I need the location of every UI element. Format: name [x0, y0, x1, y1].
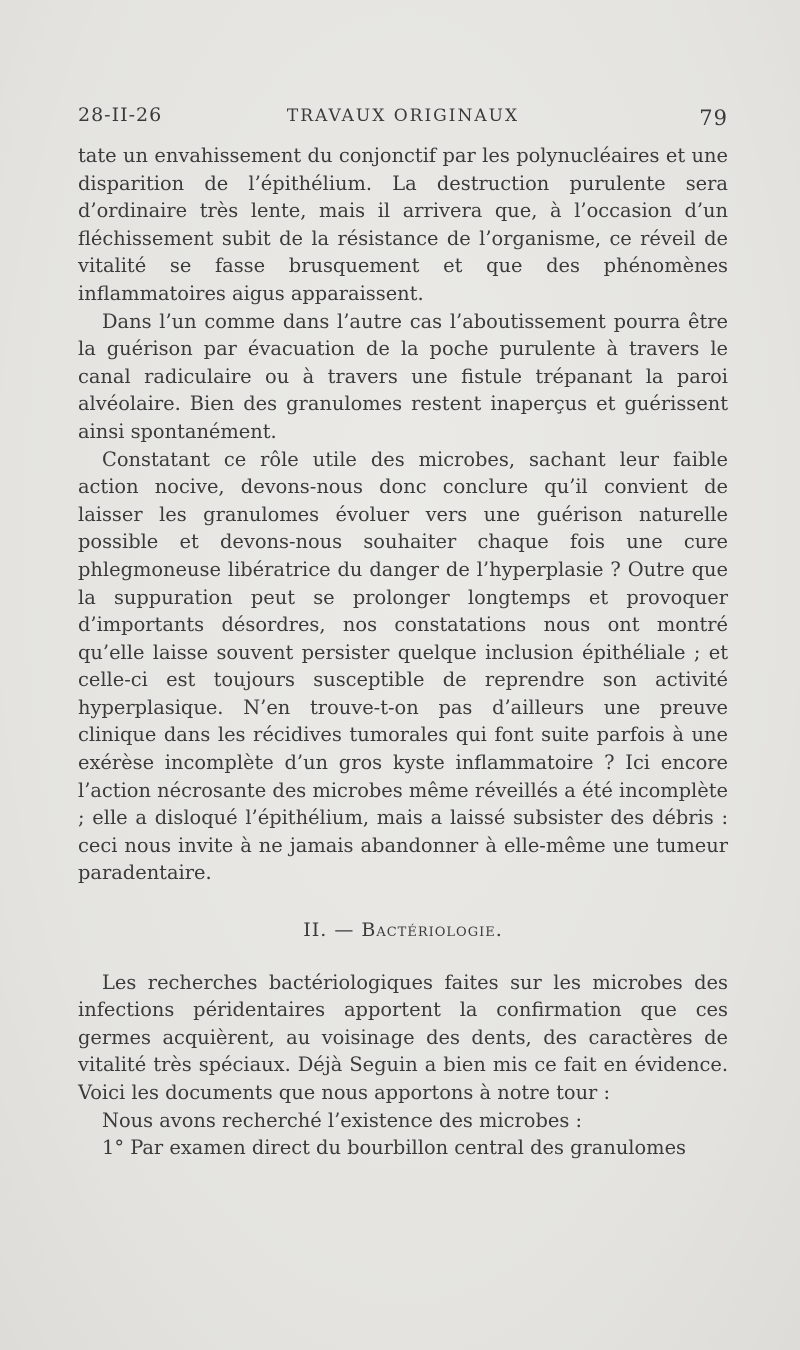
paragraph: 1° Par examen direct du bourbillon central des granulomes [102, 1136, 687, 1160]
paragraph: Dans l’un comme dans l’autre cas l’aboutissement pourra être la guérison par évacuation de la poche purulente à travers le canal radiculaire ou à travers une fistule trépanant la paroi alvéolaire. Bien des granulomes restent inaperçus et guérissent ainsi spontanément. [78, 309, 728, 443]
section-heading [78, 917, 728, 945]
section-title: Bactériologie. [361, 919, 503, 942]
paragraph: Nous avons recherché l’existence des microbes : [102, 1108, 582, 1132]
body-text [78, 142, 728, 1162]
running-head [78, 104, 728, 134]
section-number: II. — [303, 919, 355, 942]
paragraph: tate un envahissement du conjonctif par les polynucléaires et une disparition de l’épithélium. La destruction purulente sera d’ordinaire très lente, mais il arrivera que, à l’occasion d’un fléchissement subit de la résistance de l’organisme, ce réveil de vitalité se fasse brusquement et que des phénomènes inflammatoires aigus apparaissent. [78, 144, 728, 305]
page-number: 79 [699, 106, 728, 130]
header-date: 28-II-26 [78, 104, 163, 126]
header-title: TRAVAUX ORIGINAUX [286, 106, 520, 126]
paragraph: Constatant ce rôle utile des microbes, sachant leur faible action nocive, devons-nous donc conclure qu’il convient de laisser les granulomes évoluer vers une guérison naturelle possible et devons-nous souhaiter chaque fois une cure phlegmoneuse libératrice du danger de l’hyperplasie ? Outre que la suppuration peut se prolonger longtemps et provoquer d’importants désordres, nos constatations nous ont montré qu’elle laisse souvent persister quelque inclusion épithéliale ; et celle-ci est toujours susceptible de reprendre son activité hyperplasique. N’en trouve-t-on pas d’ailleurs une preuve clinique dans les récidives tumorales qui font suite parfois à une exérèse incomplète d’un gros kyste inflammatoire ? Ici encore l’action nécrosante des microbes même réveillés a été incomplète ; elle a disloqué l’épithélium, mais a laissé subsister des débris : ceci nous invite à ne jamais abandonner à elle-même une tumeur paradentaire. [78, 447, 728, 885]
paragraph: Les recherches bactériologiques faites sur les microbes des infections péridentaires apportent la confirmation que ces germes acquièrent, au voisinage des dents, des caractères de vitalité très spéciaux. Déjà Seguin a bien mis ce fait en évidence. Voici les documents que nous apportons à notre tour : [78, 970, 728, 1104]
